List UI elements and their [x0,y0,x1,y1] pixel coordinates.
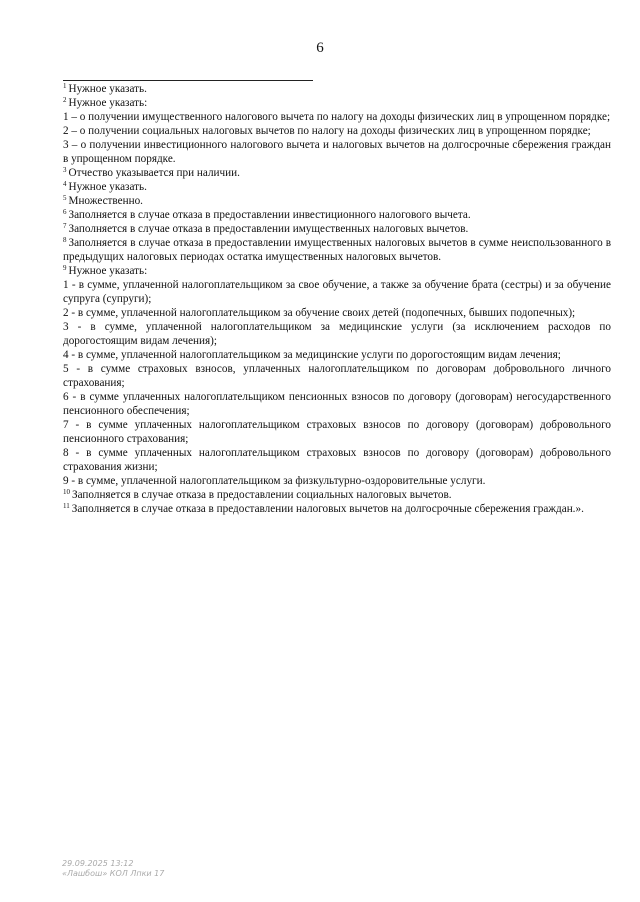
footnote-text: 2 - в сумме, уплаченной налогоплательщиком за обучение своих детей (подопечных, бывших подопечных); [63,307,576,319]
footnote [63,96,611,110]
footnote [63,222,611,236]
footnote-text: Нужное указать: [68,97,148,109]
footnote-item [63,110,611,124]
footnote [63,264,611,278]
footnote-mark: 9 [63,264,67,272]
footnote-separator [63,80,313,81]
footnote-text: Заполняется в случае отказа в предоставлении имущественных налоговых вычетов. [68,223,469,235]
footnote [63,502,611,516]
footnote [63,488,611,502]
footnote-mark: 2 [63,96,67,104]
stamp-date: 29.09.2025 13:12 [62,859,134,868]
footnote-item [63,138,611,166]
print-stamp [62,859,164,879]
footnote-mark: 5 [63,194,67,202]
footnote-item [63,348,611,362]
footnote [63,180,611,194]
footnote-text: 8 - в сумме уплаченных налогоплательщиком страховых взносов по договору (договорам) добровольного страхования жизни; [63,447,611,473]
footnote-text: Нужное указать: [68,265,148,277]
footnote-mark: 10 [63,488,70,496]
footnote-item [63,418,611,446]
footnote-item [63,124,611,138]
footnote-mark: 3 [63,166,67,174]
footnote-text: 3 - в сумме, уплаченной налогоплательщиком за медицинские услуги (за исключением расходов по дорогостоящим видам лечения); [63,321,611,347]
footnote-mark: 6 [63,208,67,216]
footnote-text: Нужное указать. [68,83,147,95]
footnote-text: Отчество указывается при наличии. [68,167,240,179]
footnote-mark: 4 [63,180,67,188]
footnotes-block [63,82,611,516]
footnote-text: Заполняется в случае отказа в предоставлении имущественных налоговых вычетов в сумме неиспользованного в предыдущих налоговых периодах остатка имущественных налоговых вычетов. [63,237,611,263]
footnote-text: Множественно. [68,195,143,207]
footnote-item [63,446,611,474]
footnote [63,194,611,208]
footnote [63,236,611,264]
footnote-mark: 1 [63,82,67,90]
footnote-text: 1 - в сумме, уплаченной налогоплательщиком за свое обучение, а также за обучение брата (сестры) и за обучение супруга (супруги); [63,279,611,305]
footnote [63,166,611,180]
footnote-text: 1 – о получении имущественного налогового вычета по налогу на доходы физических лиц в упрощенном порядке; [63,111,611,123]
footnote-text: 7 - в сумме уплаченных налогоплательщиком страховых взносов по договору (договорам) добровольного пенсионного страхования; [63,419,611,445]
footnote-mark: 11 [63,502,70,510]
footnote-text: 6 - в сумме уплаченных налогоплательщиком пенсионных взносов по договору (договорам) негосударственного пенсионного обеспечения; [63,391,611,417]
footnote-text: 3 – о получении инвестиционного налогового вычета и налоговых вычетов на долгосрочные сбережения граждан в упрощенном порядке. [63,139,611,165]
footnote-text: 2 – о получении социальных налоговых вычетов по налогу на доходы физических лиц в упрощенном порядке; [63,125,591,137]
footnote-text: Нужное указать. [68,181,147,193]
footnote [63,82,611,96]
footnote-mark: 8 [63,236,67,244]
page-number: 6 [316,40,324,56]
footnote-item [63,306,611,320]
footnote-text: 5 - в сумме страховых взносов, уплаченных налогоплательщиком по договорам добровольного личного страхования; [63,363,611,389]
footnote-text: Заполняется в случае отказа в предоставлении инвестиционного налогового вычета. [68,209,471,221]
footnote-item [63,390,611,418]
footnote-text: Заполняется в случае отказа в предоставлении налоговых вычетов на долгосрочные сбережения граждан.». [71,503,584,515]
footnote-item [63,320,611,348]
footnote-mark: 7 [63,222,67,230]
footnote-item [63,474,611,488]
footnote-text: 4 - в сумме, уплаченной налогоплательщиком за медицинские услуги по дорогостоящим видам лечения; [63,349,561,361]
footnote [63,208,611,222]
footnote-text: Заполняется в случае отказа в предоставлении социальных налоговых вычетов. [72,489,452,501]
footnote-item [63,278,611,306]
stamp-system: «Лашбош» КОЛ Лпки 17 [62,869,165,878]
footnote-text: 9 - в сумме, уплаченной налогоплательщиком за физкультурно-оздоровительные услуги. [63,475,486,487]
footnote-item [63,362,611,390]
